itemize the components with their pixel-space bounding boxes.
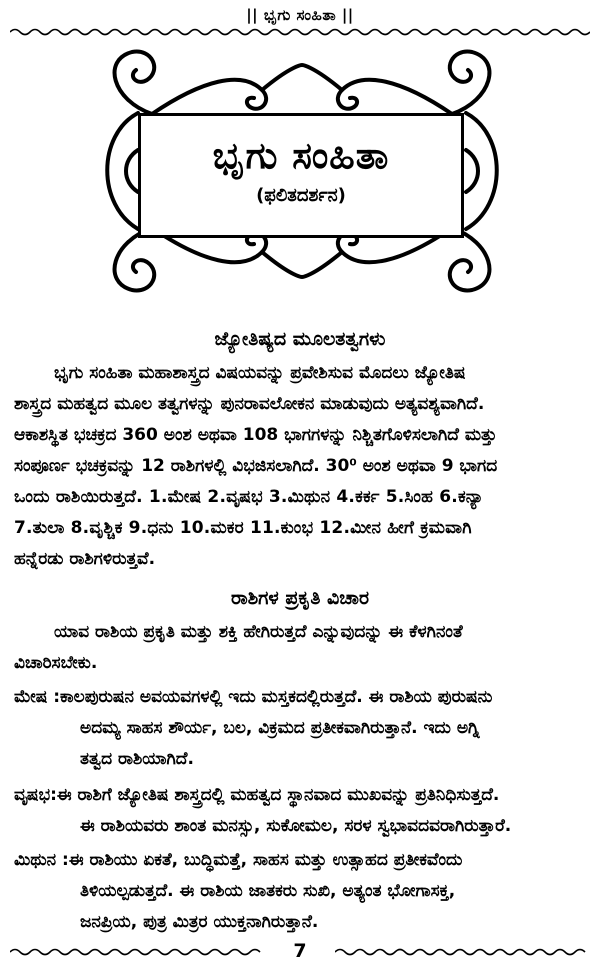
rashi-entry-mesha: [14, 682, 592, 775]
rashi-label: ವೃಷಭ:: [14, 785, 57, 805]
paragraph-line: ಯಾವ ರಾಶಿಯ ಪ್ರಕೃತಿ ಮತ್ತು ಶಕ್ತಿ ಹೇಗಿರುತ್ತದೆ ಎನ್ನುವುದನ್ನು ಈ ಕೆಳಗಿನಂತೆ: [54, 622, 463, 642]
paragraph-line: ವಿಚಾರಿಸಬೇಕು.: [14, 653, 98, 673]
rashi-line: ಈ ರಾಶಿಯವರು ಶಾಂತ ಮನಸ್ಸು, ಸುಕೋಮಲ, ಸರಳ ಸ್ವಭಾವದವರಾಗಿರುತ್ತಾರೆ.: [80, 816, 512, 836]
page-number: 7: [293, 940, 307, 962]
paragraph-line: ಭೃಗು ಸಂಹಿತಾ ಮಹಾಶಾಸ್ತ್ರದ ವಿಷಯವನ್ನು ಪ್ರವೇಶಿಸುವ ಮೊದಲು ಜ್ಯೋತಿಷ: [54, 363, 466, 383]
rashi-entry-mithuna: [14, 845, 592, 938]
rashi-line: ಕಾಲಪುರುಷನ ಅವಯವಗಳಲ್ಲಿ ಇದು ಮಸ್ತಕದಲ್ಲಿರುತ್ತದೆ. ಈ ರಾಶಿಯ ಪುರುಷನು: [60, 687, 493, 707]
rashi-line: ಈ ರಾಶಿಯು ಏಕತೆ, ಬುದ್ಧಿಮತ್ತೆ, ಸಾಹಸ ಮತ್ತು ಉತ್ಸಾಹದ ಪ್ರತೀಕವೆಂದು: [68, 850, 463, 870]
rashi-line: ಅದಮ್ಯ ಸಾಹಸ ಶೌರ್ಯ, ಬಲ, ವಿಕ್ರಮದ ಪ್ರತೀಕವಾಗಿರುತ್ತಾನೆ. ಇದು ಅಗ್ನಿ: [80, 718, 480, 738]
paragraph-line: ಶಾಸ್ತ್ರದ ಮಹತ್ವದ ಮೂಲ ತತ್ವಗಳನ್ನು ಪುನರಾವಲೋಕನ ಮಾಡುವುದು ಅತ್ಯವಶ್ಯವಾಗಿದೆ.: [14, 394, 485, 414]
running-title: || ಭೃಗು ಸಂಹಿತಾ ||: [246, 6, 354, 24]
footer-wave-left: [10, 947, 265, 957]
rashi-line: ತತ್ವದ ರಾಶಿಯಾಗಿದೆ.: [80, 749, 194, 769]
rashi-label: ಮೇಷ :: [14, 687, 61, 707]
header-wave-divider: [10, 27, 590, 37]
rashi-intro-paragraph: [14, 617, 592, 679]
book-title: ಭೃಗು ಸಂಹಿತಾ: [212, 134, 390, 177]
footer-wave-right: [335, 947, 590, 957]
paragraph-line: ಒಂದು ರಾಶಿಯಿರುತ್ತದೆ. 1.ಮೇಷ 2.ವೃಷಭ 3.ಮಿಥುನ 4.ಕರ್ಕ 5.ಸಿಂಹ 6.ಕನ್ಯಾ: [14, 487, 484, 507]
paragraph-line: ಆಕಾಶಸ್ಥಿತ ಭಚಕ್ರದ 360 ಅಂಶ ಅಥವಾ 108 ಭಾಗಗಳನ್ನು ನಿಶ್ಚಿತಗೊಳಿಸಲಾಗಿದೆ ಮತ್ತು: [14, 425, 497, 445]
paragraph-line: 7.ತುಲಾ 8.ವೃಶ್ಚಿಕ 9.ಧನು 10.ಮಕರ 11.ಕುಂಭ 12.ಮೀನ ಹೀಗೆ ಕ್ರಮವಾಗಿ: [14, 518, 472, 538]
rashi-entry-vrishabha: [14, 780, 592, 842]
rashi-label: ಮಿಥುನ :: [14, 850, 69, 870]
section-heading-rashi-nature: ರಾಶಿಗಳ ಪ್ರಕೃತಿ ವಿಚಾರ: [230, 587, 370, 609]
rashi-line: ಈ ರಾಶಿಗೆ ಜ್ಯೋತಿಷ ಶಾಸ್ತ್ರದಲ್ಲಿ ಮಹತ್ವದ ಸ್ಥಾನವಾದ ಮುಖವನ್ನು ಪ್ರತಿನಿಧಿಸುತ್ತದೆ.: [56, 785, 500, 805]
paragraph-line: ಹನ್ನೆರಡು ರಾಶಿಗಳಿರುತ್ತವೆ.: [14, 549, 156, 569]
book-subtitle: (ಫಲಿತದರ್ಶನ): [256, 185, 346, 206]
rashi-line: ಜನಪ್ರಿಯ, ಪುತ್ರ ಮಿತ್ರರ ಯುಕ್ತನಾಗಿರುತ್ತಾನೆ.: [80, 912, 319, 932]
paragraph-line: ಸಂಪೂರ್ಣ ಭಚಕ್ರವನ್ನು 12 ರಾಶಿಗಳಲ್ಲಿ ವಿಭಜಿಸಲಾಗಿದೆ. 30⁰ ಅಂಶ ಅಥವಾ 9 ಭಾಗದ: [14, 456, 498, 476]
fundamentals-paragraph: [14, 358, 592, 575]
rashi-line: ತಿಳಿಯಲ್ಪಡುತ್ತದೆ. ಈ ರಾಶಿಯ ಜಾತಕರು ಸುಖಿ, ಅತ್ಯಂತ ಭೋಗಾಸಕ್ತ,: [80, 881, 456, 901]
section-heading-fundamentals: ಜ್ಯೋತಿಷ್ಯದ ಮೂಲತತ್ವಗಳು: [214, 328, 386, 350]
